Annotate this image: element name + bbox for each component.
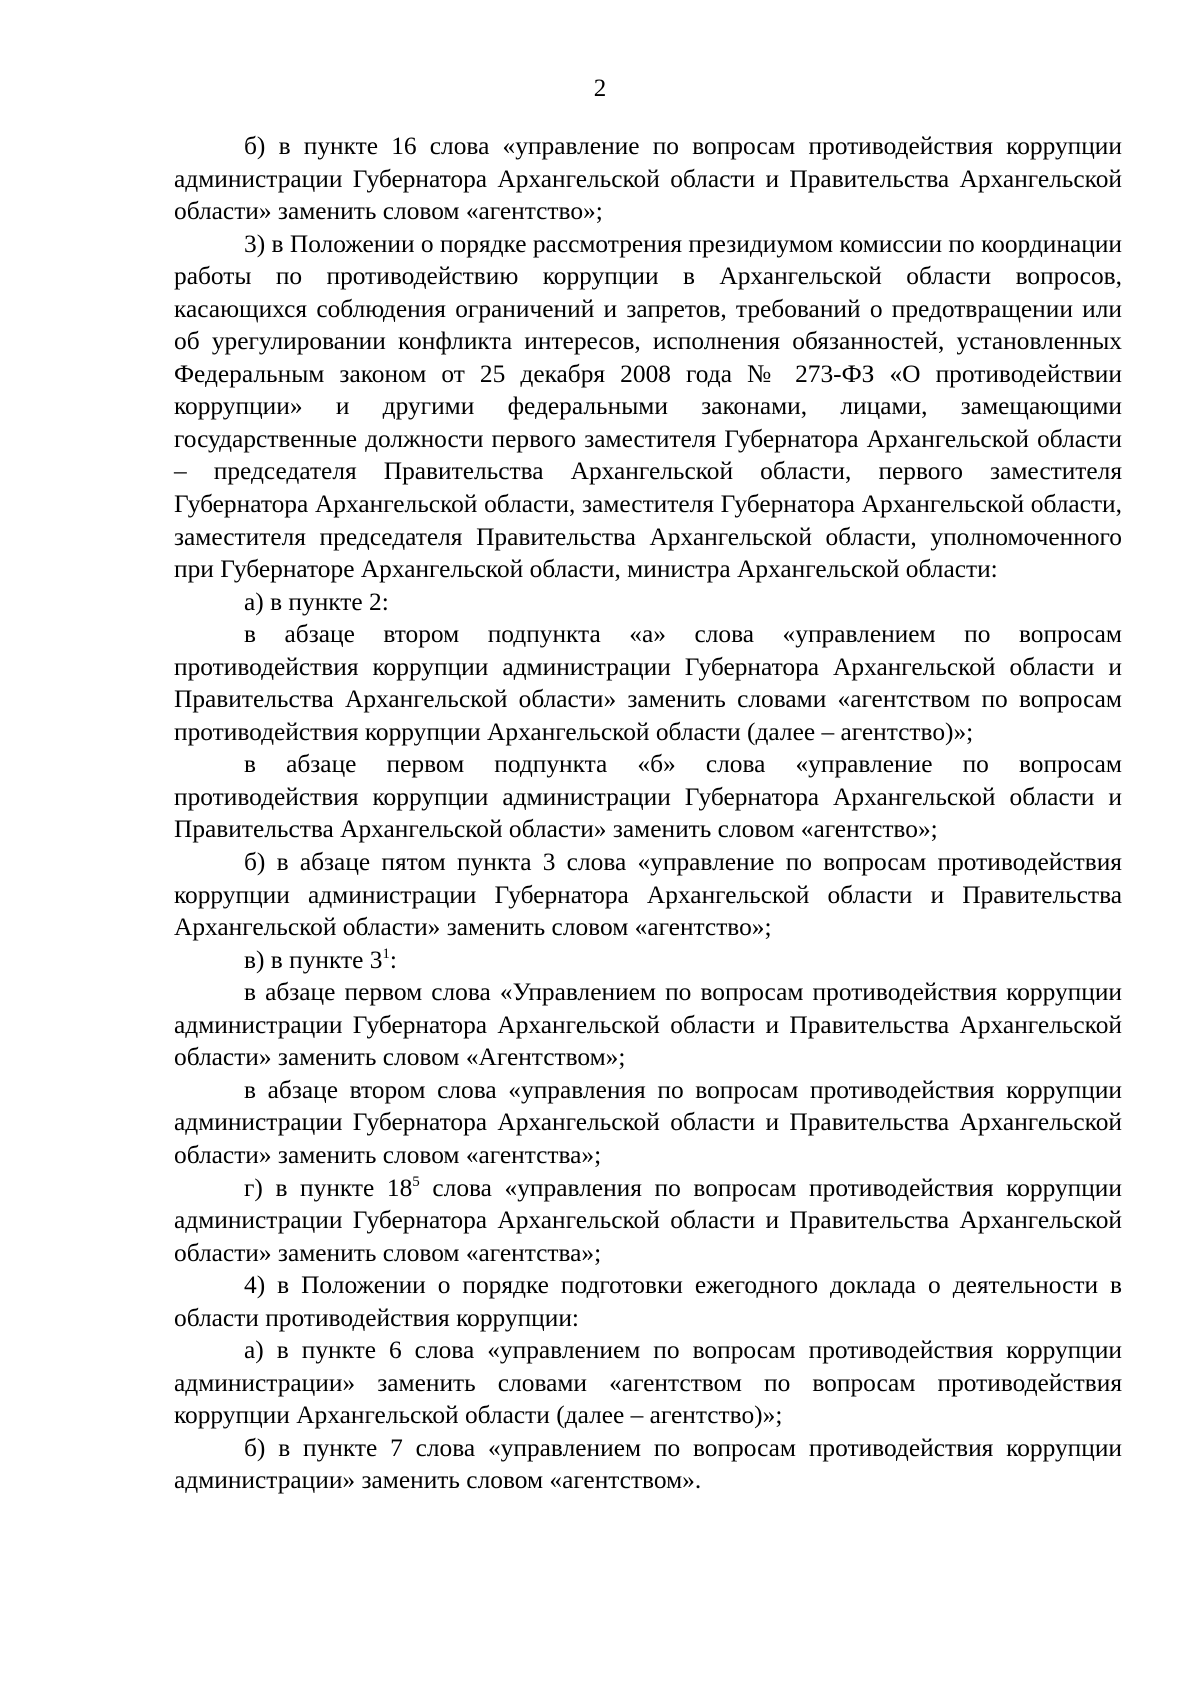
page-number: 2 [593, 75, 607, 102]
paragraph: в) в пункте $3^1$: [244, 945, 397, 974]
paragraph: 3) в Положении о порядке рассмотрения президиумом комиссии по координации работы по противодействию коррупции в Архангельской области вопросов, касающихся соблюдения ограничений и запретов, требований о предотвращении или об урегулировании конфликта интересов, исполнения обязанностей, установленных Федеральным законом от 25 декабря 2008 года № 273-ФЗ «О противодействии коррупции» и другими федеральными законами, лицами, замещающими государственные должности первого заместителя Губернатора Архангельской области – председателя Правительства Архангельской области, первого заместителя Губернатора Архангельской области, заместителя Губернатора Архангельской области, заместителя председателя Правительства Архангельской области, уполномоченного при Губернаторе Архангельской области, министра Архангельской области: [174, 229, 1122, 584]
paragraph: б) в пункте 7 слова «управлением по вопросам противодействия коррупции администрации» заменить словом «агентством». [174, 1433, 1122, 1495]
paragraph: в абзаце втором слова «управления по вопросам противодействия коррупции администрации Губернатора Архангельской области и Правительства Архангельской области» заменить словом «агентства»; [174, 1075, 1122, 1169]
paragraph: в абзаце первом подпункта «б» слова «управление по вопросам противодействия коррупции администрации Губернатора Архангельской области и Правительства Архангельской области» заменить словом «агентство»; [174, 750, 1122, 844]
paragraph: б) в пункте 16 слова «управление по вопросам противодействия коррупции администрации Губернатора Архангельской области и Правительства Архангельской области» заменить словом «агентство»; [174, 132, 1122, 226]
paragraph: г) в пункте $18^5$ слова «управления по вопросам противодействия коррупции администрации Губернатора Архангельской области и Правительства Архангельской области» заменить словом «агентства»; [174, 1173, 1122, 1267]
paragraph: 4) в Положении о порядке подготовки ежегодного доклада о деятельности в области противодействия коррупции: [174, 1271, 1122, 1332]
superscript: 1 [382, 945, 390, 962]
document-body [174, 130, 1122, 1497]
paragraph: в абзаце первом слова «Управлением по вопросам противодействия коррупции администрации Губернатора Архангельской области и Правительства Архангельской области» заменить словом «Агентством»; [174, 978, 1122, 1072]
paragraph: б) в абзаце пятом пункта 3 слова «управление по вопросам противодействия коррупции администрации Губернатора Архангельской области и Правительства Архангельской области» заменить словом «агентство»; [174, 848, 1122, 942]
paragraph: в абзаце втором подпункта «а» слова «управлением по вопросам противодействия коррупции администрации Губернатора Архангельской области и Правительства Архангельской области» заменить словами «агентством по вопросам противодействия коррупции Архангельской области (далее – агентство)»; [174, 620, 1122, 746]
superscript: 5 [412, 1173, 420, 1190]
paragraph: а) в пункте 2: [244, 587, 389, 616]
paragraph: а) в пункте 6 слова «управлением по вопросам противодействия коррупции администрации» заменить словами «агентством по вопросам противодействия коррупции Архангельской области (далее – агентство)»; [174, 1336, 1122, 1430]
